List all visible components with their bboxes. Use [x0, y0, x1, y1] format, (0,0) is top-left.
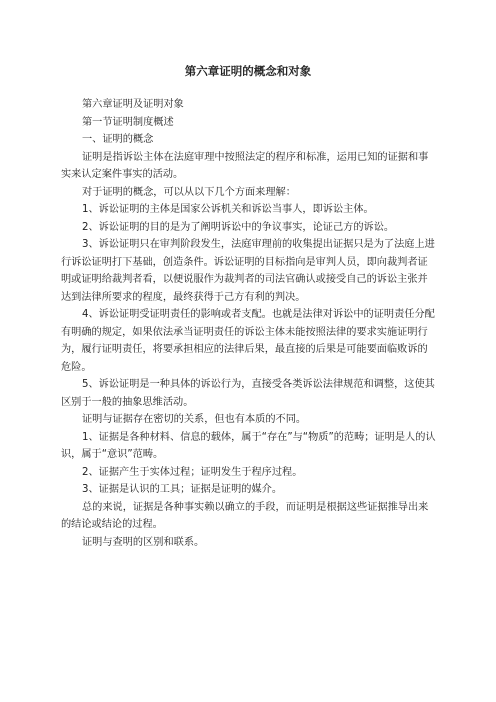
- paragraph: 总的来说，证据是各种事实赖以确立的手段，而证明是根据这些证据推导出来的结论或结论的过程。: [61, 501, 429, 530]
- heading-subsection: 一、证明的概念: [82, 134, 154, 145]
- list-item: 3、证据是认识的工具；证据是证明的媒介。: [82, 484, 283, 495]
- heading-section: 第一节证明制度概述: [82, 116, 174, 128]
- list-item: 5、诉讼证明是一种具体的诉讼行为，直接受各类诉讼法律规范和调整，这使其区别于一般的抽象思维活动。: [61, 379, 435, 408]
- paragraph: 证明是指诉讼主体在法庭审理中按照法定的程序和标准，运用已知的证据和事实来认定案件事实的活动。: [61, 151, 429, 180]
- paragraph: 对于证明的概念，可以从以下几个方面来理解：: [82, 186, 296, 198]
- document-body: [61, 96, 437, 551]
- list-item: 1、诉讼证明的主体是国家公诉机关和诉讼当事人，即诉讼主体。: [82, 204, 374, 215]
- list-item: 4、诉讼证明受证明责任的影响或者支配。也就是法律对诉讼中的证明责任分配有明确的规定，如果依法承当证明责任的诉讼主体未能按照法律的要求实施证明行为，履行证明责任，将要承担相应的法律后果，最直接的后果是可能要面临败诉的危险。: [61, 309, 435, 373]
- paragraph: 证明与查明的区别和联系。: [82, 536, 205, 548]
- document-title: 第六章证明的概念和对象: [184, 64, 312, 78]
- list-item: 2、证据产生于实体过程；证明发生于程序过程。: [82, 466, 303, 478]
- list-item: 2、诉讼证明的目的是为了阐明诉讼中的争议事实，论证己方的诉讼。: [82, 221, 395, 233]
- list-item: 1、证据是各种材料、信息的载体，属于“存在”与“物质”的范畴；证明是人的认识，属于“意识”范畴。: [61, 431, 436, 460]
- list-item: 3、诉讼证明只在审判阶段发生，法庭审理前的收集提出证据只是为了法庭上进行诉讼证明打下基础，创造条件。诉讼证明的目标指向是审判人员，即向裁判者证明或证明给裁判者看，以便说服作为裁判者的司法官确认或接受自己的诉讼主张并达到法律所要求的程度，最终获得于己方有利的判决。: [61, 239, 435, 303]
- heading-chapter: 第六章证明及证明对象: [82, 99, 184, 110]
- paragraph: 证明与证据存在密切的关系，但也有本质的不同。: [82, 414, 307, 425]
